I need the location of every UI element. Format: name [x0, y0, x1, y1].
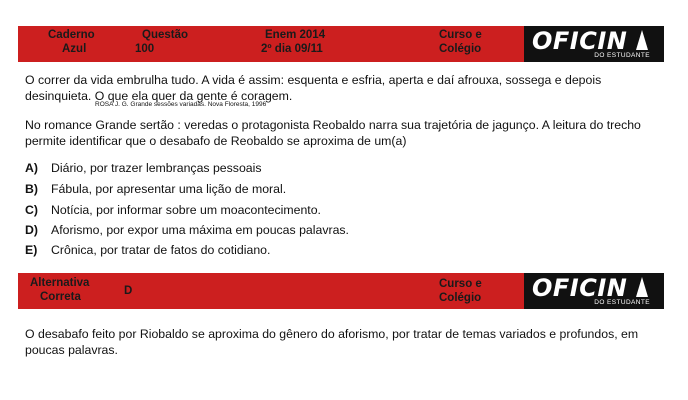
logo-text: OFICIN — [532, 27, 628, 55]
explanation-line-1: O desabafo feito por Riobaldo se aproxima do gênero do aforismo, por tratar de temas variados e profundos, em — [25, 327, 639, 341]
excerpt-source: ROSA J. G. Grande sessões variadas. Nova Floresta, 1996 — [95, 101, 267, 108]
logo-chevron-icon — [636, 277, 648, 297]
caderno-label: Caderno — [48, 29, 95, 41]
questao-label: Questão — [142, 29, 189, 41]
option-letter: A) — [25, 161, 38, 175]
header-bar — [18, 26, 664, 62]
option-d — [25, 222, 349, 238]
option-text: Aforismo, por expor uma máxima em poucas palavras. — [51, 223, 349, 237]
logo-text: OFICIN — [532, 274, 628, 302]
questao-value: 100 — [135, 43, 155, 55]
option-text: Fábula, por apresentar uma lição de moral. — [51, 182, 287, 196]
answer-label-line1: Alternativa — [30, 277, 90, 289]
answer-label-line2: Correta — [40, 291, 81, 303]
answer-curso-line1: Curso e — [439, 278, 482, 290]
option-text: Notícia, por informar sobre um moacontecimento. — [51, 203, 321, 217]
oficina-logo-icon — [524, 26, 664, 62]
excerpt-line-2: desinquieta. O que ela quer da gente é coragem. — [25, 89, 293, 103]
curso-line2: Colégio — [439, 43, 482, 55]
answer-curso-line2: Colégio — [439, 292, 482, 304]
prompt-line-1: No romance Grande sertão : veredas o protagonista Reobaldo narra sua trajetória de jagunço. A leitura do trecho — [25, 118, 641, 132]
option-letter: C) — [25, 203, 38, 217]
logo-subtitle: DO ESTUDANTE — [594, 299, 650, 306]
explanation-line-2: poucas palavras. — [25, 343, 118, 357]
option-a — [25, 160, 262, 176]
curso-line1: Curso e — [439, 29, 482, 41]
option-e — [25, 242, 270, 258]
option-text: Crônica, por tratar de fatos do cotidiano. — [51, 243, 271, 257]
option-c — [25, 202, 321, 218]
exam-day: 2º dia 09/11 — [261, 43, 323, 55]
option-letter: D) — [25, 223, 38, 237]
caderno-value: Azul — [62, 43, 87, 55]
option-b — [25, 181, 286, 197]
excerpt-line-1: O correr da vida embrulha tudo. A vida é assim: esquenta e esfria, aperta e daí afrouxa, sossega e depois — [25, 73, 602, 87]
logo-chevron-icon — [636, 30, 648, 50]
option-text: Diário, por trazer lembranças pessoais — [51, 161, 262, 175]
prompt-line-2: permite identificar que o desabafo de Reobaldo se aproxima de um(a) — [25, 134, 407, 148]
exam-label: Enem 2014 — [265, 29, 326, 41]
oficina-logo-icon — [524, 273, 664, 309]
option-letter: E) — [25, 243, 38, 257]
logo-subtitle: DO ESTUDANTE — [594, 52, 650, 59]
answer-value: D — [124, 285, 133, 297]
answer-bar — [18, 273, 664, 309]
option-letter: B) — [25, 182, 38, 196]
